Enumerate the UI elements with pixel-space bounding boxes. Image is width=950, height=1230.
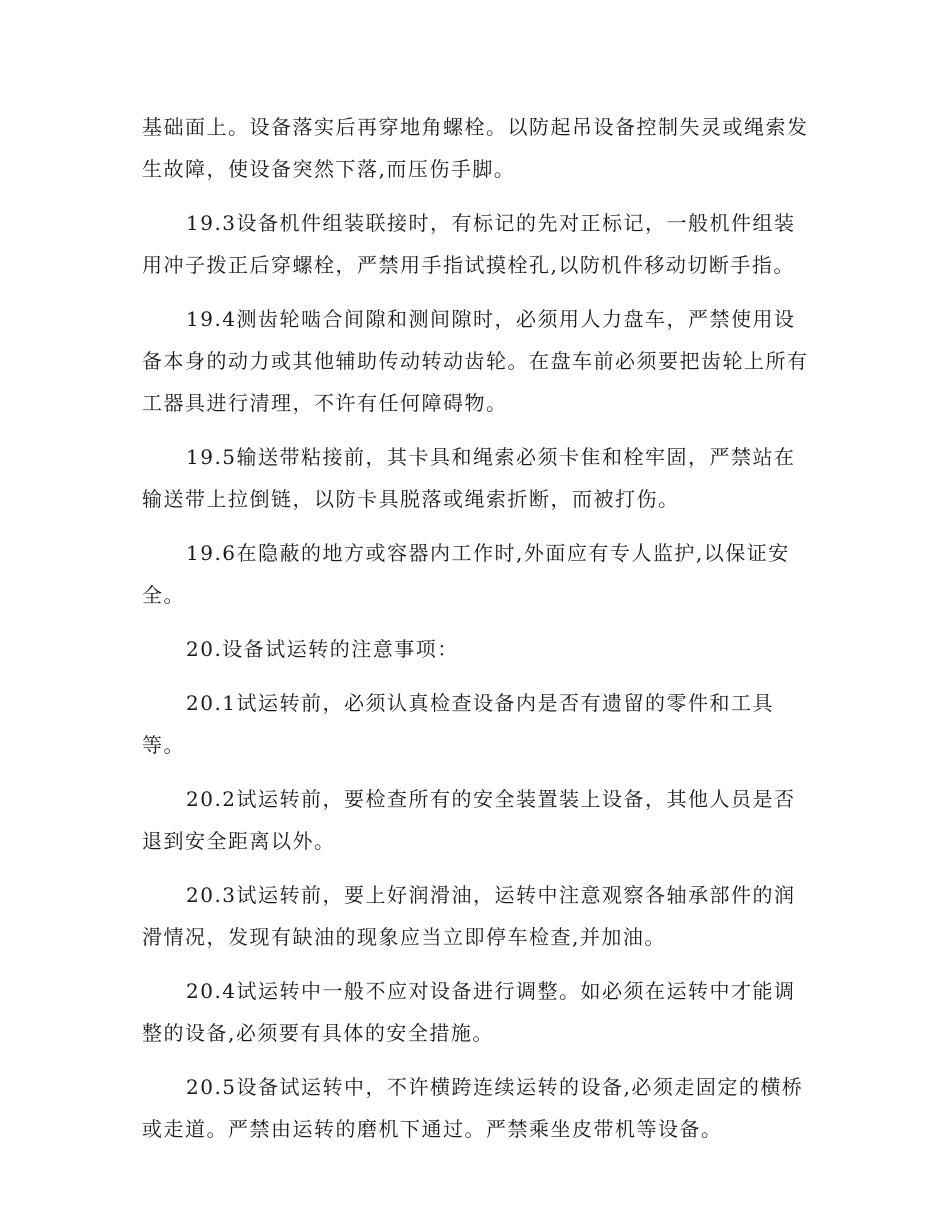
paragraph-19-4: 19.4测齿轮啮合间隙和测间隙时，必须用人力盘车，严禁使用设备本身的动力或其他辅助传动转动齿轮。在盘车前必须要把齿轮上所有工器具进行清理，不许有任何障碍物。 — [142, 307, 809, 415]
paragraph-continuation: 基础面上。设备落实后再穿地角螺栓。以防起吊设备控制失灵或绳索发生故障，使设备突然下落,而压伤手脚。 — [142, 115, 809, 181]
document-body — [142, 106, 812, 1162]
section-heading-20: 20.设备试运转的注意事项： — [186, 637, 459, 661]
paragraph-19-5: 19.5输送带粘接前，其卡具和绳索必须卡隹和栓牢固，严禁站在输送带上拉倒链，以防卡具脱落或绳索折断，而被打伤。 — [142, 445, 796, 511]
paragraph-20-1: 20.1试运转前，必须认真检查设备内是否有遗留的零件和工具等。 — [142, 691, 775, 757]
paragraph-20-3: 20.3试运转前，要上好润滑油，运转中注意观察各轴承部件的润滑情况，发现有缺油的现象应当立即停车检查,并加油。 — [142, 883, 796, 949]
paragraph-20-2: 20.2试运转前，要检查所有的安全装置装上设备，其他人员是否退到安全距离以外。 — [142, 787, 796, 853]
paragraph-20-5: 20.5设备试运转中，不许横跨连续运转的设备,必须走固定的横桥或走道。严禁由运转的磨机下通过。严禁乘坐皮带机等设备。 — [142, 1075, 804, 1141]
paragraph-19-6: 19.6在隐蔽的地方或容器内工作时,外面应有专人监护,以保证安全。 — [142, 541, 790, 607]
paragraph-20-4: 20.4试运转中一般不应对设备进行调整。如必须在运转中才能调整的设备,必须要有具体的安全措施。 — [142, 979, 796, 1045]
paragraph-19-3: 19.3设备机件组装联接时，有标记的先对正标记，一般机件组装用冲子拨正后穿螺栓，严禁用手指试摸栓孔,以防机件移动切断手指。 — [142, 211, 796, 277]
